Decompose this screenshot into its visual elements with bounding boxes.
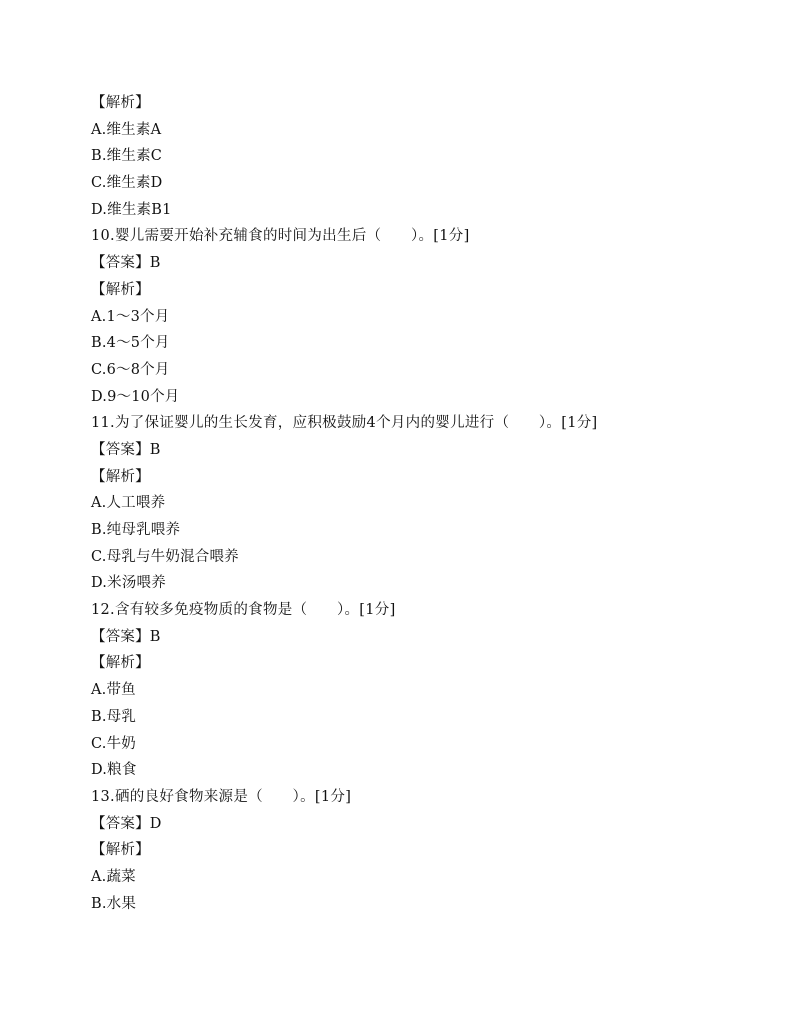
- intro-option-a: A.维生素A: [91, 121, 162, 138]
- question-10-answer: 【答案】B: [91, 255, 161, 272]
- question-11-stem: 11.为了保证婴儿的生长发育，应积极鼓励4个月内的婴儿进行（ ）。[1分]: [91, 415, 598, 432]
- question-11-option-b: B.纯母乳喂养: [91, 522, 181, 538]
- question-12-option-a: A.带鱼: [91, 682, 136, 699]
- intro-option-b: B.维生素C: [91, 148, 163, 165]
- question-12-analysis-label: 【解析】: [91, 655, 150, 672]
- question-13-option-a: A.蔬菜: [91, 868, 136, 885]
- question-12-stem: 12.含有较多免疫物质的食物是（ ）。[1分]: [91, 602, 396, 619]
- question-10-option-c: C.6～8个月: [91, 361, 170, 378]
- document-content: [91, 90, 711, 917]
- question-11-answer: 【答案】B: [91, 441, 161, 458]
- question-13-answer: 【答案】D: [91, 815, 162, 832]
- question-11-analysis-label: 【解析】: [91, 468, 150, 485]
- question-12-option-c: C.牛奶: [91, 735, 136, 752]
- question-10-option-a: A.1～3个月: [91, 308, 170, 325]
- intro-analysis-label: 【解析】: [91, 95, 150, 111]
- question-13-stem: 13.硒的良好食物来源是（ ）。[1分]: [91, 788, 352, 805]
- question-12-answer: 【答案】B: [91, 628, 161, 645]
- question-11-option-a: A.人工喂养: [91, 495, 166, 512]
- question-13-analysis-label: 【解析】: [91, 842, 150, 859]
- question-12-option-d: D.粮食: [91, 762, 137, 779]
- question-10-option-b: B.4～5个月: [91, 335, 170, 352]
- question-11-option-d: D.米汤喂养: [91, 575, 166, 592]
- question-10-option-d: D.9～10个月: [91, 388, 180, 405]
- question-12-option-b: B.母乳: [91, 708, 137, 725]
- intro-option-c: C.维生素D: [91, 175, 163, 192]
- question-11-option-c: C.母乳与牛奶混合喂养: [91, 548, 239, 565]
- question-10-analysis-label: 【解析】: [91, 281, 150, 298]
- question-13-option-b: B.水果: [91, 895, 137, 912]
- question-10-stem: 10.婴儿需要开始补充辅食的时间为出生后（ ）。[1分]: [91, 228, 470, 245]
- intro-option-d: D.维生素B1: [91, 201, 172, 218]
